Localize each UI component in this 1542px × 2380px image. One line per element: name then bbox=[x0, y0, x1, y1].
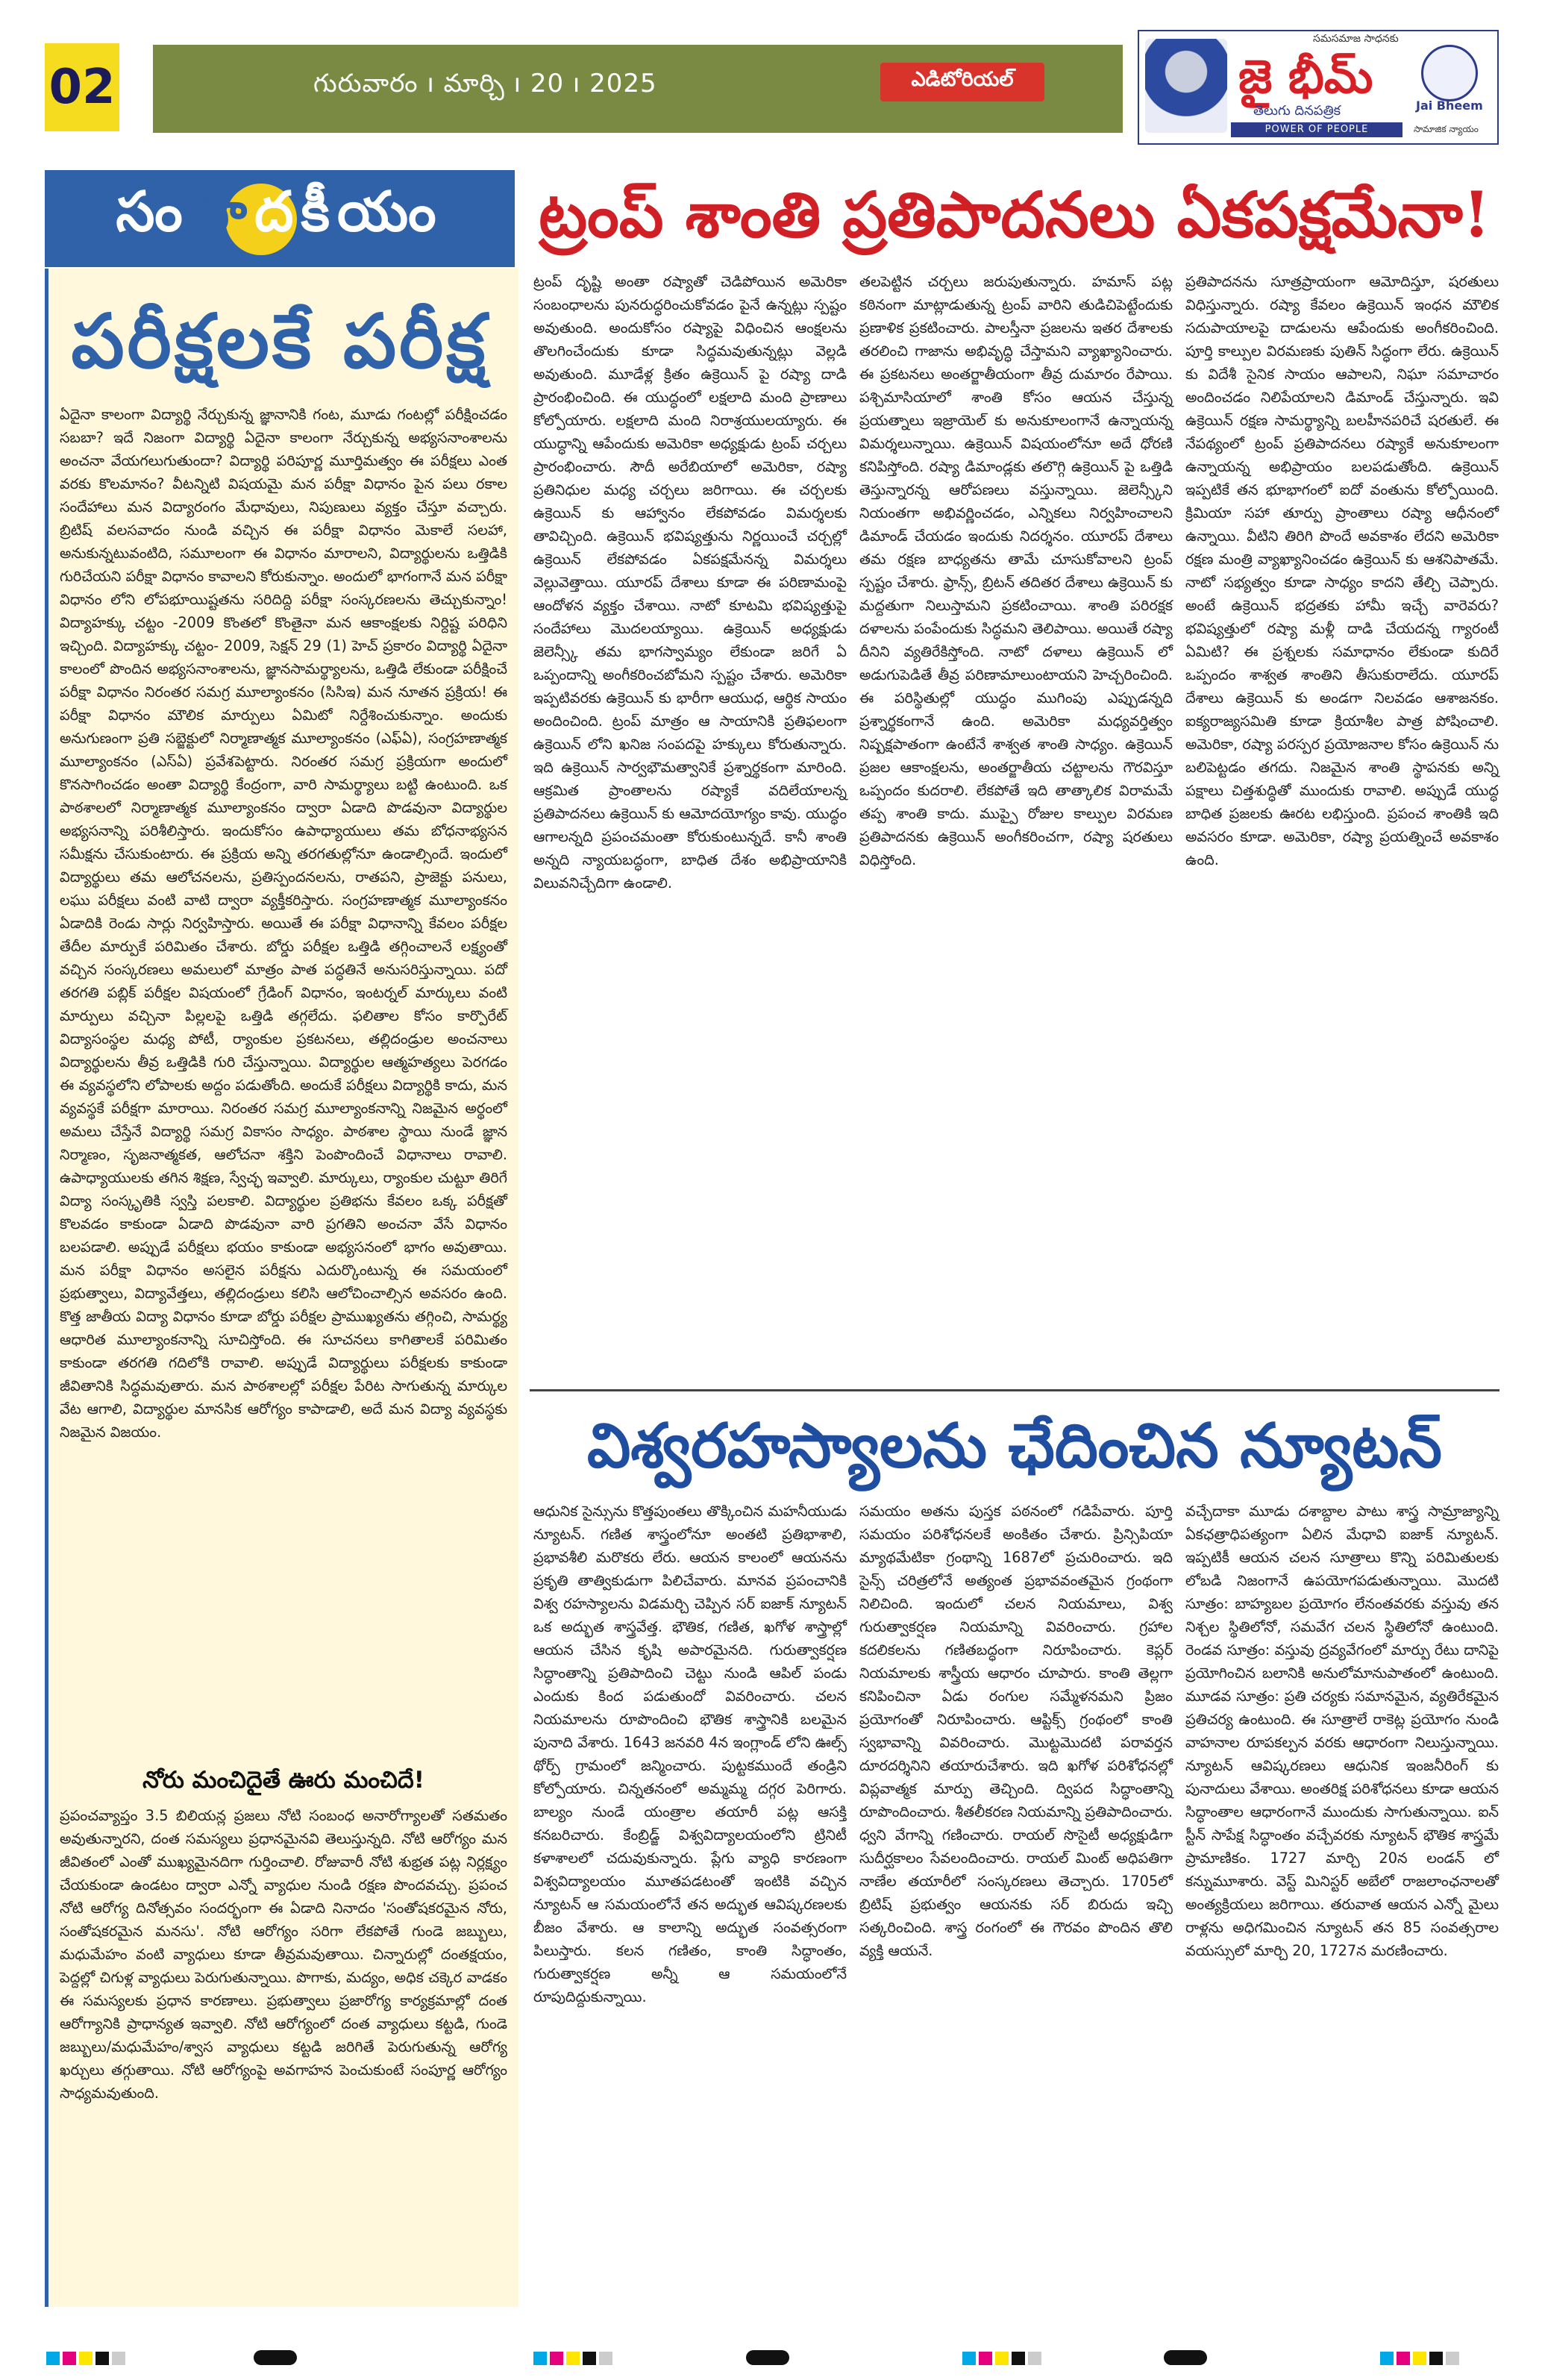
editorial-label bbox=[45, 170, 515, 267]
registration-mark bbox=[1164, 2350, 1207, 2365]
article-2-column-3: వచ్చేదాకా మూడు దశాబ్దాల పాటు శాస్త్ర సామ్రాజ్యాన్ని ఏకఛత్రాధిపత్యంగా ఏలిన మేధావి ఐజాక్ న్యూటన్. ఇప్పటికీ ఆయన చలన సూత్రాలు కొన్ని పరిమితులకు లోబడి నిజంగానే ఉపయోగపడుతున్నాయి. మొదటి సూత్రం: బాహ్యబల ప్రయోగం లేనంతవరకు వస్తువు తన నిశ్చల స్థితిలోనో, సమవేగ చలన స్థితిలోనో ఉంటుంది. రెండవ సూత్రం: వస్తువు ద్రవ్యవేగంలో మార్పు రేటు దానిపై ప్రయోగించిన బలానికి అనులోమానుపాతంలో ఉంటుంది. మూడవ సూత్రం: ప్రతి చర్యకు సమానమైన, వ్యతిరేకమైన ప్రతిచర్య ఉంటుంది. ఈ సూత్రాలే రాకెట్ల ప్రయోగం నుండి వాహనాల రూపకల్పన వరకు ఆధారంగా నిలుస్తున్నాయి. న్యూటన్ ఆవిష్కరణలు ఆధునిక ఇంజనీరింగ్ కు పునాదులు వేశాయి. అంతరిక్ష పరిశోధనలు కూడా ఆయన సిద్ధాంతాల ఆధారంగానే ముందుకు సాగుతున్నాయి. ఐన్ స్టీన్ సాపేక్ష సిద్ధాంతం వచ్చేవరకు న్యూటన్ భౌతిక శాస్త్రమే ప్రామాణికం. 1727 మార్చి 20న లండన్ లో కన్నుమూశారు. వెస్ట్ మినిస్టర్ అబేలో రాజలాంఛనాలతో అంత్యక్రియలు జరిగాయి. తరువాత ఆయన ఎన్నో మైలు రాళ్లను అధిగమించిన న్యూటన్ తన 85 సంవత్సరాల వయస్సులో మార్చి 20, 1727న మరణించారు. bbox=[1185, 1503, 1499, 1959]
editorial-label-pre: సం bbox=[116, 180, 190, 244]
section-badge: ఎడిటోరియల్ bbox=[880, 63, 1044, 101]
logo-power-strip: POWER OF PEOPLE bbox=[1231, 122, 1402, 137]
color-registration-bar bbox=[1380, 2352, 1459, 2365]
logo-name-english: Jai Bheem bbox=[1416, 98, 1483, 113]
registration-mark bbox=[746, 2350, 789, 2365]
logo-tagline: సమసమాజ సాధనకు bbox=[1313, 33, 1399, 45]
page-number: 02 bbox=[45, 43, 119, 131]
editorial-label-pa: పా bbox=[189, 180, 255, 244]
editorial-title: పరీక్షలకే పరీక్ష bbox=[71, 297, 489, 385]
article-1-column-3: ప్రతిపాదనను సూత్రప్రాయంగా ఆమోదిస్తూ, షరతులు విధిస్తున్నారు. రష్యా కేవలం ఉక్రెయిన్ ఇంధన మౌలిక సదుపాయాలపై దాడులను ఆపేందుకు అంగీకరించింది. పూర్తి కాల్పుల విరమణకు పుతిన్ సిద్ధంగా లేరు. ఉక్రెయిన్ కు విదేశీ సైనిక సాయం ఆపాలని, నిఘా సమాచారం అందించడం నిలిపేయాలని డిమాండ్ చేస్తున్నారు. ఇవి ఉక్రెయిన్ రక్షణ సామర్థ్యాన్ని బలహీనపరిచే షరతులే. ఈ నేపథ్యంలో ట్రంప్ ప్రతిపాదనలు రష్యాకే అనుకూలంగా ఉన్నాయన్న అభిప్రాయం బలపడుతోంది. ఉక్రెయిన్ ఇప్పటికే తన భూభాగంలో ఐదో వంతును కోల్పోయింది. క్రిమియా సహా తూర్పు ప్రాంతాలు రష్యా ఆధీనంలో ఉన్నాయి. వీటిని తిరిగి పొందే అవకాశం లేదని అమెరికా రక్షణ మంత్రి వ్యాఖ్యానించడం ఉక్రెయిన్ కు ఆశనిపాతమే. నాటో సభ్యత్వం కూడా సాధ్యం కాదని తేల్చి చెప్పారు. అంటే ఉక్రెయిన్ భద్రతకు హామీ ఇచ్చే వారెవరు? భవిష్యత్తులో రష్యా మళ్లీ దాడి చేయదన్న గ్యారంటీ ఏమిటి? ఈ ప్రశ్నలకు సమాధానం లేకుండా కుదిరే ఒప్పందం శాశ్వత శాంతిని తీసుకురాలేదు. యూరప్ దేశాలు ఉక్రెయిన్ కు అండగా నిలవడం ఆశాజనకం. ఐక్యరాజ్యసమితి కూడా క్రియాశీల పాత్ర పోషించాలి. అమెరికా, రష్యా పరస్పర ప్రయోజనాల కోసం ఉక్రెయిన్ ను బలిపెట్టడం తగదు. నిజమైన శాంతి స్థాపనకు అన్ని పక్షాలు చిత్తశుద్ధితో ముందుకు రావాలి. అప్పుడే యుద్ధ బాధిత ప్రజలకు ఊరట లభిస్తుంది. ప్రపంచ శాంతికి ఇది అవసరం కూడా. అమెరికా, రష్యా ప్రయత్నించే అవకాశం ఉంది. bbox=[1185, 273, 1499, 868]
article-2-column-2: సమయం అతను పుస్తక పఠనంలో గడిపేవారు. పూర్తి సమయం పరిశోధనలకే అంకితం చేశారు. ప్రిన్సిపియా మ్యాథమేటికా గ్రంథాన్ని 1687లో ప్రచురించారు. ఇది సైన్స్ చరిత్రలోనే అత్యంత ప్రభావవంతమైన గ్రంథంగా నిలిచింది. ఇందులో చలన నియమాలు, విశ్వ గురుత్వాకర్షణ నియమాన్ని వివరించారు. గ్రహాల కదలికలను గణితబద్ధంగా నిరూపించారు. కెప్లర్ నియమాలకు శాస్త్రీయ ఆధారం చూపారు. కాంతి తెల్లగా కనిపించినా ఏడు రంగుల సమ్మేళనమని ప్రిజం ప్రయోగంతో నిరూపించారు. ఆప్టిక్స్ గ్రంథంలో కాంతి స్వభావాన్ని వివరించారు. మొట్టమొదటి పరావర్తన దూరదర్శినిని తయారుచేశారు. ఇది ఖగోళ పరిశోధనల్లో విప్లవాత్మక మార్పు తెచ్చింది. ద్విపద సిద్ధాంతాన్ని రూపొందించారు. శీతలీకరణ నియమాన్ని ప్రతిపాదించారు. ధ్వని వేగాన్ని గణించారు. రాయల్ సొసైటీ అధ్యక్షుడిగా సుదీర్ఘకాలం సేవలందించారు. రాయల్ మింట్ అధిపతిగా నాణేల తయారీలో సంస్కరణలు తెచ్చారు. 1705లో బ్రిటిష్ ప్రభుత్వం ఆయనకు సర్ బిరుదు ఇచ్చి సత్కరించింది. శాస్త్ర రంగంలో ఈ గౌరవం పొందిన తొలి వ్యక్తి ఆయనే. bbox=[859, 1503, 1173, 1959]
logo-emblem-icon bbox=[1421, 45, 1478, 101]
article-1-column-2: తలపెట్టిన చర్చలు జరుపుతున్నారు. హమాస్ పట్ల కఠినంగా మాట్లాడుతున్న ట్రంప్ వారిని తుడిచిపెట్టేందుకు ప్రణాళిక ప్రకటించారు. పాలస్తీనా ప్రజలను ఇతర దేశాలకు తరలించి గాజాను అభివృద్ధి చేస్తామని వ్యాఖ్యానించారు. ఈ ప్రకటనలు అంతర్జాతీయంగా తీవ్ర దుమారం రేపాయి. పశ్చిమాసియాలో శాంతి కోసం ఆయన చేస్తున్న ప్రయత్నాలు ఇజ్రాయెల్ కు అనుకూలంగానే ఉన్నాయన్న విమర్శలున్నాయి. ఉక్రెయిన్ విషయంలోనూ అదే ధోరణి కనిపిస్తోంది. రష్యా డిమాండ్లకు తలొగ్గి ఉక్రెయిన్ పై ఒత్తిడి తెస్తున్నారన్న ఆరోపణలు వస్తున్నాయి. జెలెన్స్కీని నియంతగా అభివర్ణించడం, ఎన్నికలు నిర్వహించాలని డిమాండ్ చేయడం ఇందుకు నిదర్శనం. యూరప్ దేశాలు తమ రక్షణ బాధ్యతను తామే చూసుకోవాలని ట్రంప్ స్పష్టం చేశారు. ఫ్రాన్స్, బ్రిటన్ తదితర దేశాలు ఉక్రెయిన్ కు మద్దతుగా నిలుస్తామని ప్రకటించాయి. శాంతి పరిరక్షక దళాలను పంపేందుకు సిద్ధమని తెలిపాయి. అయితే రష్యా దీనిని వ్యతిరేకిస్తోంది. నాటో దళాలు ఉక్రెయిన్ లో అడుగుపెడితే తీవ్ర పరిణామాలుంటాయని హెచ్చరించింది. ఈ పరిస్థితుల్లో యుద్ధం ముగింపు ఎప్పుడన్నది ప్రశ్నార్థకంగానే ఉంది. అమెరికా మధ్యవర్తిత్వం నిష్పక్షపాతంగా ఉంటేనే శాశ్వత శాంతి సాధ్యం. ఉక్రెయిన్ ప్రజల ఆకాంక్షలను, అంతర్జాతీయ చట్టాలను గౌరవిస్తూ ఒప్పందం కుదరాలి. లేకపోతే ఇది తాత్కాలిక విరామమే తప్ప శాంతి కాదు. ముప్పై రోజుల కాల్పుల విరమణ ప్రతిపాదనకు ఉక్రెయిన్ అంగీకరించగా, రష్యా షరతులు విధిస్తోంది. bbox=[859, 273, 1173, 868]
portrait-image bbox=[1145, 39, 1227, 133]
color-registration-bar bbox=[533, 2352, 612, 2365]
editorial-body: ఏదైనా కాలంగా విద్యార్థి నేర్చుకున్న జ్ఞానానికి గంట, మూడు గంటల్లో పరీక్షించడం సబబా? ఇదే నిజంగా విద్యార్థి ఏదైనా కాలంగా నేర్చుకున్న అభ్యసనాంశాలను అంచనా వేయగలుగుతుందా? విద్యార్థి పరిపూర్ణ మూర్తిమత్వం ఈ పరీక్షలు ఎంత వరకు కొలమానం? వీటన్నిటి విషయమై మన పరీక్షా విధానం పైన పలు రకాల సందేహాలు మన విద్యారంగం మేధావులు, నిపుణులు వ్యక్తం చేస్తూ వచ్చారు. బ్రిటిష్ వలసవాదం నుండి వచ్చిన ఈ పరీక్షా విధానం మెకాలే సలహా, అనుకున్నటువంటిది, సమూలంగా ఈ విధానం మారాలని, విద్యార్థులను ఒత్తిడికి గురిచేయని పరీక్షా విధానం కావాలని కోరుకున్నాం. అందులో భాగంగానే మన పరీక్షా విధానం లోని లోపభూయిష్టతను సరిదిద్ది పరీక్షా సంస్కరణలను తెచ్చుకున్నాం! విద్యాహక్కు చట్టం -2009 కొంతలో కొంతైనా మన ఆకాంక్షలకు నిర్దిష్ట పరిధిని ఇచ్చింది. విద్యాహక్కు చట్టం- 2009, సెక్షన్ 29 (1) హెచ్ ప్రకారం విద్యార్థి ఏదైనా కాలంలో పొందిన అభ్యసనాంశాలను, జ్ఞానసామర్థ్యాలను, ఒత్తిడి లేకుండా పరీక్షించే పరీక్షా విధానం నిరంతర సమగ్ర మూల్యాంకనం (సిసిఇ) మన నూతన ప్రక్రియ! ఈ పరీక్షా విధానం మౌలిక మార్పులు ఏమిటో నిర్దేశించుకున్నాం. అందుకు అనుగుణంగా ప్రతి సబ్జెక్టులో నిర్మాణాత్మక మూల్యాంకనం (ఎఫ్ఏ), సంగ్రహణాత్మక మూల్యాంకనం (ఎస్ఏ) ప్రవేశపెట్టారు. నిరంతర సమగ్ర ప్రక్రియగా అందులో కొనసాగించడం అంతా విద్యార్థి కేంద్రంగా, వారి సామర్థ్యాలు బట్టి ఉంటుంది. ఒక పాఠశాలలో నిర్మాణాత్మక మూల్యాంకనం ద్వారా ఏడాది పొడవునా విద్యార్థుల అభ్యసనాన్ని పరిశీలిస్తారు. ఇందుకోసం ఉపాధ్యాయులు తమ బోధనాభ్యసన సమీక్షను చేసుకుంటారు. ఈ ప్రక్రియ అన్ని తరగతుల్లోనూ ఉండాల్సిందే. ఇందులో విద్యార్థులు తమ ఆలోచనలను, ప్రతిస్పందనలను, రాతపని, ప్రాజెక్టు పనులు, లఘు పరీక్షలు వంటి వాటి ద్వారా వ్యక్తీకరిస్తారు. సంగ్రహణాత్మక మూల్యాంకనం ఏడాదికి రెండు సార్లు నిర్వహిస్తారు. అయితే ఈ పరీక్షా విధానాన్ని కేవలం పరీక్షల తేదీల మార్పుకే పరిమితం చేశారు. బోర్డు పరీక్షల ఒత్తిడి తగ్గించాలనే లక్ష్యంతో వచ్చిన సంస్కరణలు అమలులో మాత్రం పాత పద్ధతినే అనుసరిస్తున్నాయి. పదో తరగతి పబ్లిక్ పరీక్షల విషయంలో గ్రేడింగ్ విధానం, ఇంటర్నల్ మార్కులు వంటి మార్పులు వచ్చినా పిల్లలపై ఒత్తిడి తగ్గలేదు. ఫలితాల కోసం కార్పొరేట్ విద్యాసంస్థల మధ్య పోటీ, ర్యాంకుల ప్రకటనలు, తల్లిదండ్రుల అంచనాలు విద్యార్థులను తీవ్ర ఒత్తిడికి గురి చేస్తున్నాయి. విద్యార్థుల ఆత్మహత్యలు పెరగడం ఈ వ్యవస్థలోని లోపాలకు అద్దం పడుతోంది. అందుకే పరీక్షలు విద్యార్థికి కాదు, మన వ్యవస్థకే పరీక్షగా మారాయి. నిరంతర సమగ్ర మూల్యాంకనాన్ని నిజమైన అర్థంలో అమలు చేస్తేనే విద్యార్థి సమగ్ర వికాసం సాధ్యం. పాఠశాల స్థాయి నుండే జ్ఞాన నిర్మాణం, సృజనాత్మకత, ఆలోచనా శక్తిని పెంపొందించే విధానాలు రావాలి. ఉపాధ్యాయులకు తగిన శిక్షణ, స్వేచ్ఛ ఇవ్వాలి. మార్కులు, ర్యాంకుల చుట్టూ తిరిగే విద్యా సంస్కృతికి స్వస్తి పలకాలి. విద్యార్థుల ప్రతిభను కేవలం ఒక్క పరీక్షతో కొలవడం కాకుండా ఏడాది పొడవునా వారి ప్రగతిని అంచనా వేసే విధానం బలపడాలి. అప్పుడే పరీక్షలు భయం కాకుండా అభ్యసనంలో భాగం అవుతాయి. మన పరీక్షా విధానం అసలైన పరీక్షను ఎదుర్కొంటున్న ఈ సమయంలో ప్రభుత్వాలు, విద్యావేత్తలు, తల్లిదండ్రులు కలిసి ఆలోచించాల్సిన అవసరం ఉంది. కొత్త జాతీయ విద్యా విధానం కూడా బోర్డు పరీక్షల ప్రాముఖ్యతను తగ్గించి, సామర్థ్య ఆధారిత మూల్యాంకనాన్ని సూచిస్తోంది. ఈ సూచనలు కాగితాలకే పరిమితం కాకుండా తరగతి గదిలోకి రావాలి. అప్పుడే విద్యార్థులు పరీక్షలకు కాకుండా జీవితానికి సిద్ధమవుతారు. మన పాఠశాలల్లో పరీక్షల పేరిట సాగుతున్న మార్కుల వేట ఆగాలి, విద్యార్థుల మానసిక ఆరోగ్యం కాపాడాలి, అదే మన విద్యా వ్యవస్థకు నిజమైన విజయం. bbox=[60, 406, 507, 1441]
article-1-headline: ట్రంప్ శాంతి ప్రతిపాదనలు ఏకపక్షమేనా! bbox=[539, 178, 1491, 251]
editorial-label-post: దకీయం bbox=[254, 180, 444, 244]
editorial-subheading: నోరు మంచిదైతే ఊరు మంచిదే! bbox=[142, 1767, 424, 1794]
editorial-body-2: ప్రపంచవ్యాప్తం 3.5 బిలియన్ల ప్రజలు నోటి సంబంధ అనారోగ్యాలతో సతమతం అవుతున్నారని, దంత సమస్యలు ప్రధానమైనవి తెలుస్తున్నది. నోటి ఆరోగ్యం మన జీవితంలో ఎంతో ముఖ్యమైనదిగా గుర్తించాలి. రోజువారీ నోటి శుభ్రత పట్ల నిర్లక్ష్యం చేయకుండా ఉండటం ద్వారా ఎన్నో వ్యాధుల నుండి రక్షణ పొందవచ్చు. ప్రపంచ నోటి ఆరోగ్య దినోత్సవం సందర్భంగా ఈ ఏడాది నినాదం 'సంతోషకరమైన నోరు, సంతోషకరమైన మనసు'. నోటి ఆరోగ్యం సరిగా లేకపోతే గుండె జబ్బులు, మధుమేహం వంటి వ్యాధులు కూడా తీవ్రమవుతాయి. చిన్నారుల్లో దంతక్షయం, పెద్దల్లో చిగుళ్ల వ్యాధులు పెరుగుతున్నాయి. పొగాకు, మద్యం, అధిక చక్కెర వాడకం ఈ సమస్యలకు ప్రధాన కారణాలు. ప్రభుత్వాలు ప్రజారోగ్య కార్యక్రమాల్లో దంత ఆరోగ్యానికి ప్రాధాన్యత ఇవ్వాలి. నోటి ఆరోగ్యంలో దంత వ్యాధులు కట్టడి, గుండె జబ్బులు/మధుమేహం/శ్వాస వ్యాధులు కట్టడి జరిగితే పెరుగుతున్న ఆరోగ్య ఖర్చులు తగ్గుతాయి. నోటి ఆరోగ్యంపై అవగాహన పెంచుకుంటే సంపూర్ణ ఆరోగ్యం సాధ్యమవుతుంది. bbox=[60, 1807, 507, 2102]
article-1-column-1: ట్రంప్ దృష్టి అంతా రష్యాతో చెడిపోయిన అమెరికా సంబంధాలను పునరుద్ధరించుకోవడం పైనే ఉన్నట్లు స్పష్టం అవుతుంది. అందుకోసం రష్యాపై విధించిన ఆంక్షలను తొలగించేందుకు కూడా సిద్ధమవుతున్నట్లు వెల్లడి అవుతుంది. మూడేళ్ల క్రితం ఉక్రెయిన్ పై రష్యా దాడి ప్రారంభించింది. ఈ యుద్ధంలో లక్షలాది మంది ప్రాణాలు కోల్పోయారు. లక్షలాది మంది నిరాశ్రయులయ్యారు. ఈ యుద్ధాన్ని ఆపేందుకు అమెరికా అధ్యక్షుడు ట్రంప్ చర్చలు ప్రారంభించారు. సౌదీ అరేబియాలో అమెరికా, రష్యా ప్రతినిధుల మధ్య చర్చలు జరిగాయి. ఈ చర్చలకు ఉక్రెయిన్ కు ఆహ్వానం లేకపోవడం విమర్శలకు తావిచ్చింది. ఉక్రెయిన్ భవిష్యత్తును నిర్ణయించే చర్చల్లో ఉక్రెయిన్ లేకపోవడం ఏకపక్షమేనన్న విమర్శలు వెల్లువెత్తాయి. యూరప్ దేశాలు కూడా ఈ పరిణామంపై ఆందోళన వ్యక్తం చేశాయి. నాటో కూటమి భవిష్యత్తుపై సందేహాలు మొదలయ్యాయి. ఉక్రెయిన్ అధ్యక్షుడు జెలెన్స్కీ తమ భాగస్వామ్యం లేకుండా జరిగే ఏ ఒప్పందాన్ని అంగీకరించబోమని స్పష్టం చేశారు. అమెరికా ఇప్పటివరకు ఉక్రెయిన్ కు భారీగా ఆయుధ, ఆర్థిక సాయం అందించింది. ట్రంప్ మాత్రం ఆ సాయానికి ప్రతిఫలంగా ఉక్రెయిన్ లోని ఖనిజ సంపదపై హక్కులు కోరుతున్నారు. ఇది ఉక్రెయిన్ సార్వభౌమత్వానికే ప్రశ్నార్థకంగా మారింది. ఆక్రమిత ప్రాంతాలను రష్యాకే వదిలేయాలన్న ప్రతిపాదనలు ఉక్రెయిన్ కు ఆమోదయోగ్యం కావు. యుద్ధం ఆగాలన్నది ప్రపంచమంతా కోరుకుంటున్నదే. కానీ శాంతి అన్నది న్యాయబద్ధంగా, బాధిత దేశం అభిప్రాయానికి విలువనిచ్చేదిగా ఉండాలి. bbox=[533, 273, 847, 892]
logo-subtitle: తెలుగు దినపత్రిక bbox=[1253, 103, 1341, 119]
article-divider bbox=[530, 1389, 1499, 1391]
registration-mark bbox=[254, 2350, 297, 2365]
color-registration-bar bbox=[962, 2352, 1041, 2365]
logo-slogan: సామాజిక న్యాయం bbox=[1414, 124, 1479, 134]
article-2-headline: విశ్వరహస్యాలను ఛేదించిన న్యూటన్ bbox=[587, 1410, 1442, 1482]
header-date: గురువారం ı మార్చి ı 20 ı 2025 bbox=[313, 69, 657, 98]
logo-name: జై భీమ్ bbox=[1238, 49, 1373, 104]
article-2-column-1: ఆధునిక సైన్సును కొత్తపుంతలు తొక్కించిన మహనీయుడు న్యూటన్. గణిత శాస్త్రంలోనూ అంతటి ప్రతిభాశాలి, ప్రభావశీలి మరొకరు లేరు. ఆయన కాలంలో ఆయనను ప్రకృతి తాత్వికుడుగా పిలిచేవారు. మానవ ప్రపంచానికి విశ్వ రహస్యాలను విడమర్చి చెప్పిన సర్ ఐజాక్ న్యూటన్ ఒక అద్భుత శాస్త్రవేత్త. భౌతిక, గణిత, ఖగోళ శాస్త్రాల్లో ఆయన చేసిన కృషి అపారమైనది. గురుత్వాకర్షణ సిద్ధాంతాన్ని ప్రతిపాదించి చెట్టు నుండి ఆపిల్ పండు ఎందుకు కింద పడుతుందో వివరించారు. చలన నియమాలను రూపొందించి భౌతిక శాస్త్రానికి బలమైన పునాది వేశారు. 1643 జనవరి 4న ఇంగ్లాండ్ లోని ఊల్స్ థోర్ప్ గ్రామంలో జన్మించారు. పుట్టకముందే తండ్రిని కోల్పోయారు. చిన్నతనంలో అమ్మమ్మ దగ్గర పెరిగారు. బాల్యం నుండే యంత్రాల తయారీ పట్ల ఆసక్తి కనబరిచారు. కేంబ్రిడ్జ్ విశ్వవిద్యాలయంలోని ట్రినిటీ కళాశాలలో చదువుకున్నారు. ప్లేగు వ్యాధి కారణంగా విశ్వవిద్యాలయం మూతపడటంతో ఇంటికి వచ్చిన న్యూటన్ ఆ సమయంలోనే తన అద్భుత ఆవిష్కరణలకు బీజం వేశారు. ఆ కాలాన్ని అద్భుత సంవత్సరంగా పిలుస్తారు. కలన గణితం, కాంతి సిద్ధాంతం, గురుత్వాకర్షణ అన్నీ ఆ సమయంలోనే రూపుదిద్దుకున్నాయి. bbox=[533, 1503, 847, 2005]
color-registration-bar bbox=[46, 2352, 125, 2365]
